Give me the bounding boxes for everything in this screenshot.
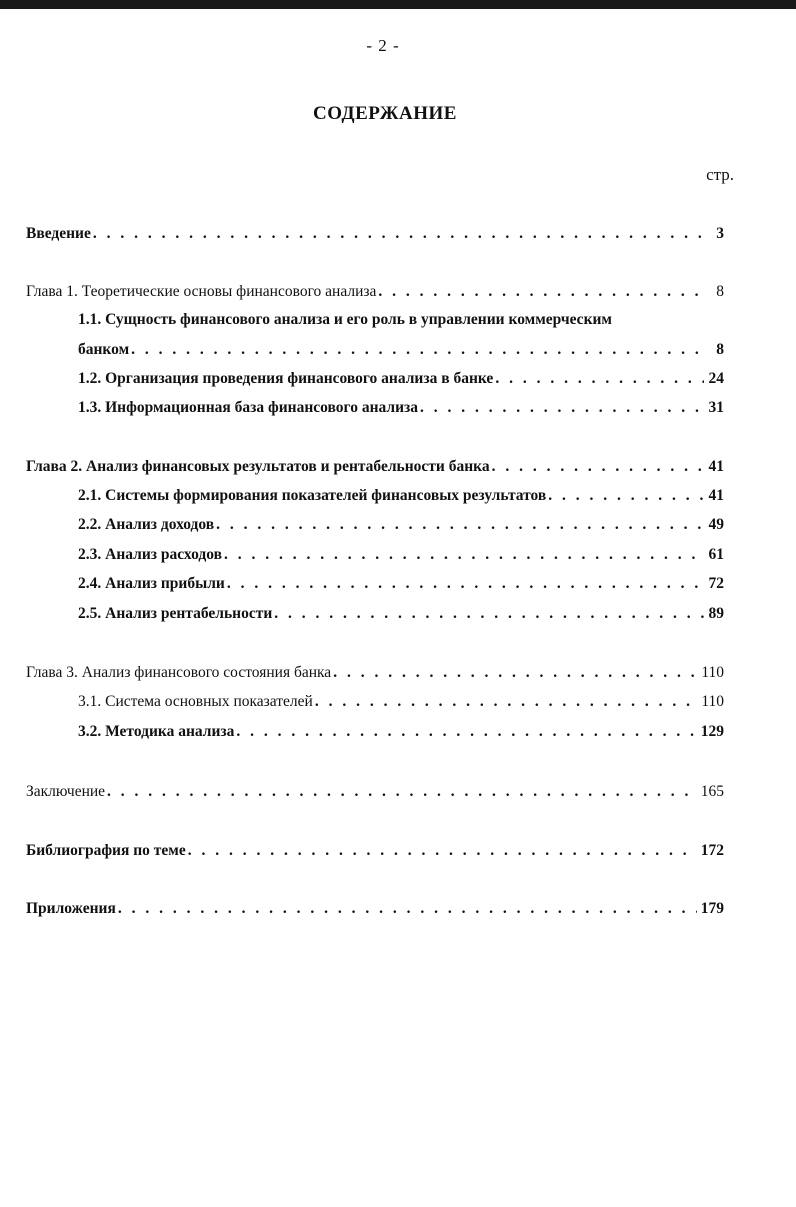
toc-entry-text: 2.4. Анализ прибыли <box>78 575 225 592</box>
toc-entry-appendix <box>26 899 724 919</box>
toc-entry-2-4 <box>78 574 724 594</box>
toc-leader-dots <box>131 340 704 360</box>
toc-entry-3-2 <box>78 722 724 742</box>
toc-entry-1-1-line1: 1.1. Сущность финансового анализа и его роль в управлении коммерческим <box>78 311 612 328</box>
toc-entry-text: 2.2. Анализ доходов <box>78 516 215 533</box>
toc-entry-page: 110 <box>701 693 724 710</box>
toc-entry-page: 179 <box>700 900 724 917</box>
toc-entry-introduction <box>26 224 724 244</box>
toc-leader-dots <box>274 604 704 624</box>
scan-top-border <box>0 0 796 9</box>
toc-leader-dots <box>216 515 704 535</box>
toc-entry-page: 89 <box>708 605 724 622</box>
toc-leader-dots <box>107 782 697 802</box>
toc-entry-page: 72 <box>708 575 724 592</box>
toc-entry-2-3 <box>78 545 724 565</box>
toc-leader-dots <box>315 692 697 712</box>
toc-leader-dots <box>236 722 696 742</box>
toc-leader-dots <box>118 899 697 919</box>
toc-leader-dots <box>93 224 704 244</box>
toc-leader-dots <box>548 486 704 506</box>
toc-leader-dots <box>378 282 704 302</box>
toc-entry-text: 1.2. Организация проведения финансового анализа в банке <box>78 370 494 387</box>
toc-entry-conclusion <box>26 782 724 802</box>
toc-entry-page: 8 <box>716 341 724 358</box>
toc-entry-text: 3.1. Система основных показателей <box>78 693 313 710</box>
toc-entry-page: 61 <box>708 546 724 563</box>
toc-entry-1-2 <box>78 369 724 389</box>
toc-entry-text: 2.3. Анализ расходов <box>78 546 222 563</box>
toc-entry-text: Введение <box>26 225 91 242</box>
toc-leader-dots <box>333 663 697 683</box>
toc-leader-dots <box>495 369 704 389</box>
toc-entry-1-3 <box>78 398 724 418</box>
toc-entry-text: Библиография по теме <box>26 842 186 859</box>
toc-entry-text: Заключение <box>26 783 106 800</box>
toc-entry-2-1 <box>78 486 724 506</box>
toc-entry-page: 172 <box>700 842 724 859</box>
toc-entry-page: 110 <box>701 664 724 681</box>
toc-entry-page: 3 <box>716 225 724 242</box>
toc-entry-page: 8 <box>716 283 724 300</box>
toc-entry-page: 129 <box>700 723 724 740</box>
toc-leader-dots <box>492 457 704 477</box>
toc-entry-1-1 <box>78 340 724 360</box>
page-number: - 2 - <box>366 36 400 55</box>
toc-entry-text: Глава 3. Анализ финансового состояния банка <box>26 664 332 681</box>
toc-entry-text: Приложения <box>26 900 116 917</box>
toc-entry-chapter-2 <box>26 457 724 477</box>
toc-leader-dots <box>224 545 704 565</box>
toc-entry-text: Глава 1. Теоретические основы финансового анализа <box>26 283 377 300</box>
toc-entry-2-2 <box>78 515 724 535</box>
toc-entry-page: 41 <box>708 458 724 475</box>
toc-entry-page: 49 <box>708 516 724 533</box>
toc-entry-chapter-1 <box>26 282 724 302</box>
page-column-label: стр. <box>706 165 734 184</box>
page-title: СОДЕРЖАНИЕ <box>313 103 457 124</box>
toc-entry-page: 41 <box>708 487 724 504</box>
toc-entry-page: 31 <box>708 399 724 416</box>
toc-leader-dots <box>420 398 704 418</box>
toc-entry-text: 3.2. Методика анализа <box>78 723 235 740</box>
toc-entry-text: 2.5. Анализ рентабельности <box>78 605 273 622</box>
toc-entry-text: банком <box>78 341 130 358</box>
toc-entry-text: 1.3. Информационная база финансового анализа <box>78 399 418 416</box>
toc-entry-text: Глава 2. Анализ финансовых результатов и рентабельности банка <box>26 458 490 475</box>
toc-entry-page: 165 <box>700 783 724 800</box>
toc-leader-dots <box>188 841 697 861</box>
toc-entry-text: 2.1. Системы формирования показателей финансовых результатов <box>78 487 547 504</box>
toc-entry-page: 24 <box>708 370 724 387</box>
toc-entry-bibliography <box>26 841 724 861</box>
toc-leader-dots <box>227 574 704 594</box>
toc-entry-2-5 <box>78 604 724 624</box>
toc-entry-chapter-3 <box>26 663 724 683</box>
toc-entry-3-1 <box>78 692 724 712</box>
